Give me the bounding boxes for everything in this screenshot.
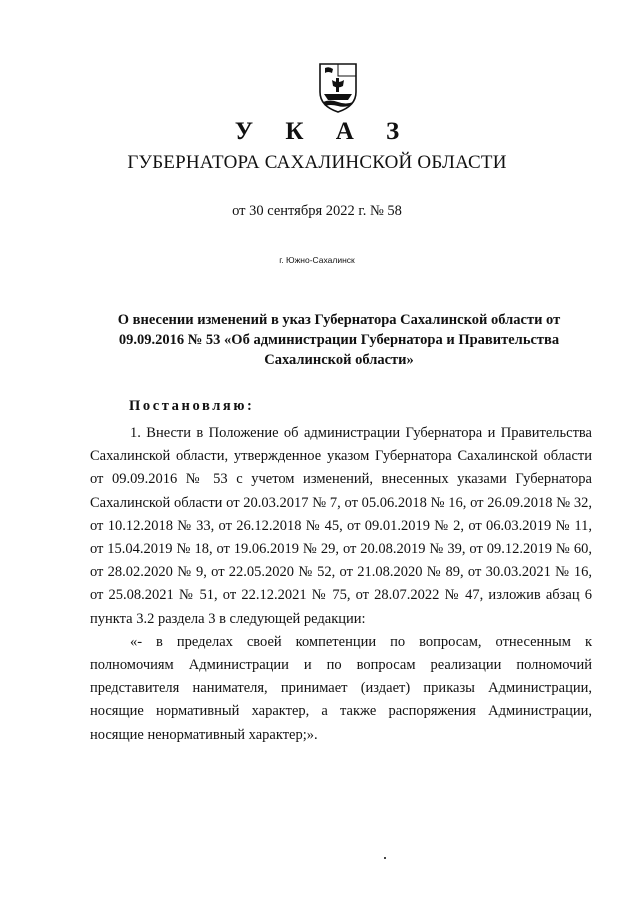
document-date-number: от 30 сентября 2022 г. № 58 <box>232 203 402 219</box>
document-city: г. Южно-Сахалинск <box>279 255 355 265</box>
coat-of-arms-icon <box>316 58 360 114</box>
document-body <box>90 422 592 747</box>
document-issuer: ГУБЕРНАТОРА САХАЛИНСКОЙ ОБЛАСТИ <box>127 152 507 173</box>
paragraph-2: «- в пределах своей компетенции по вопросам, отнесенным к полномочиям Администрации и по вопросам реализации полномочий представителя нанимателя, принимает (издает) приказы Администрации, носящие нормативный характер, а также распоряжения Администрации, носящие ненормативный характер;». <box>90 633 592 743</box>
scan-speck <box>384 857 386 859</box>
document-title: У К А З <box>234 118 413 145</box>
decree-word: Постановляю: <box>129 398 255 414</box>
document-subject: О внесении изменений в указ Губернатора Сахалинской области от 09.09.2016 № 53 «Об администрации Губернатора и Правительства Сахалинской области» <box>117 312 561 368</box>
paragraph-1: 1. Внести в Положение об администрации Губернатора и Правительства Сахалинской области, утвержденное указом Губернатора Сахалинской области от 09.09.2016 № 53 с учетом изменений, внесенных указами Губернатора Сахалинской области от 20.03.2017 № 7, от 05.06.2018 № 16, от 26.09.2018 № 32, от 10.12.2018 № 33, от 26.12.2018 № 45, от 09.01.2019 № 2, от 06.03.2019 № 11, от 15.04.2019 № 18, от 19.06.2019 № 29, от 20.08.2019 № 39, от 09.12.2019 № 60, от 28.02.2020 № 9, от 22.05.2020 № 52, от 21.08.2020 № 89, от 30.03.2021 № 16, от 25.08.2021 № 51, от 22.12.2021 № 75, от 28.07.2022 № 47, изложив абзац 6 пункта 3.2 раздела 3 в следующей редакции: <box>90 425 592 627</box>
